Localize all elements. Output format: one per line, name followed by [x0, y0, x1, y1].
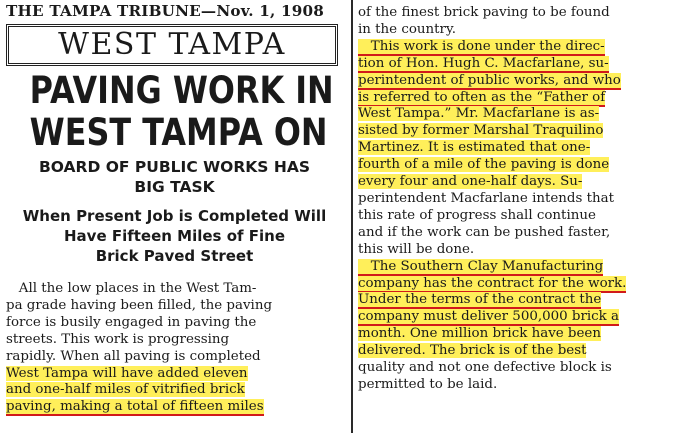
subheadline — [3, 157, 346, 197]
highlighted-text-line: paving, making a total of fifteen miles — [6, 399, 264, 415]
deck-line: Have Fifteen Miles of Fine — [63, 227, 285, 245]
text-line: this will be done. — [358, 241, 475, 257]
highlighted-text-line: The Southern Clay Manufacturing — [358, 258, 604, 274]
deck-line: Brick Paved Street — [95, 247, 254, 265]
column-divider — [351, 0, 353, 433]
headline-line: PAVING WORK IN — [29, 69, 334, 112]
highlighted-text-line: sisted by former Marshal Traquilino — [358, 123, 604, 139]
highlighted-text-line: month. One million brick have been — [358, 326, 601, 342]
dateline: THE TAMPA TRIBUNE—Nov. 1, 1908 — [6, 2, 325, 20]
text-line: rapidly. When all paving is completed — [6, 348, 261, 364]
highlighted-text-line: West Tampa will have added eleven — [6, 365, 248, 381]
highlighted-text-line: every four and one-half days. Su- — [358, 174, 583, 190]
text-line: and if the work can be pushed faster, — [358, 224, 611, 240]
highlighted-text-line: fourth of a mile of the paving is done — [358, 157, 610, 173]
subheadline-line: BOARD OF PUBLIC WORKS HAS — [38, 158, 310, 176]
text-line: permitted to be laid. — [358, 376, 498, 392]
left-column — [3, 0, 346, 433]
text-line: of the finest brick paving to be found — [358, 5, 610, 20]
text-line: streets. This work is progressing — [6, 331, 230, 347]
highlighted-text-line: and one-half miles of vitrified brick — [6, 382, 245, 398]
text-line: All the low places in the West Tam- — [6, 281, 257, 296]
highlighted-text-line: West Tampa.” Mr. Macfarlane is as- — [358, 106, 600, 122]
article-body-left — [6, 281, 346, 416]
headline-line: WEST TAMPA ON — [29, 111, 328, 154]
highlighted-text-line: Under the terms of the contract the — [358, 292, 602, 308]
deck — [3, 206, 346, 266]
highlighted-text-line: company must deliver 500,000 brick a — [358, 309, 620, 325]
kicker-box — [6, 24, 338, 66]
text-line: this rate of progress shall continue — [358, 207, 596, 223]
kicker-title: WEST TAMPA — [58, 27, 286, 62]
text-line: in the country. — [358, 21, 456, 37]
highlighted-text-line: tion of Hon. Hugh C. Macfarlane, su- — [358, 55, 609, 71]
text-line: pa grade having been filled, the paving — [6, 297, 273, 313]
highlighted-text-line: This work is done under the direc- — [358, 38, 605, 54]
article-body-right — [358, 5, 698, 394]
highlighted-text-line: Martinez. It is estimated that one- — [358, 140, 591, 156]
text-line: force is busily engaged in paving the — [6, 314, 257, 330]
highlighted-text-line: company has the contract for the work. — [358, 275, 627, 291]
text-line: quality and not one defective block is — [358, 360, 612, 376]
subheadline-line: BIG TASK — [134, 178, 215, 196]
text-line: perintendent Macfarlane intends that — [358, 190, 615, 206]
highlighted-text-line: is referred to often as the “Father of — [358, 89, 606, 105]
deck-line: When Present Job is Completed Will — [22, 207, 327, 225]
highlighted-text-line: delivered. The brick is of the best — [358, 343, 587, 359]
headline — [29, 69, 334, 154]
highlighted-text-line: perintendent of public works, and who — [358, 72, 621, 88]
right-column — [358, 0, 698, 433]
